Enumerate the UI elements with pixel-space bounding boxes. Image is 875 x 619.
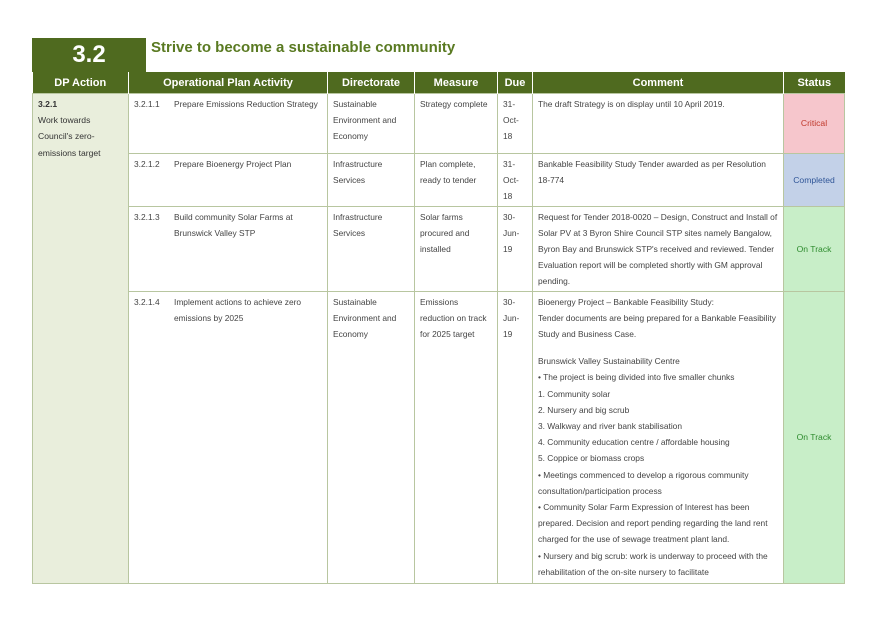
table-row (33, 94, 845, 154)
comment-line: The draft Strategy is on display until 10 April 2019. (538, 99, 725, 109)
activity-text: Implement actions to achieve zero emissions by 2025 (174, 296, 302, 323)
status-badge: Completed (784, 154, 845, 207)
comment-line: 4. Community education centre / affordable housing (538, 437, 730, 448)
activity-number: 3.2.1.4 (134, 296, 160, 307)
measure-cell: Plan complete, ready to tender (415, 154, 498, 207)
header-dp-action: DP Action (33, 72, 129, 94)
comment-line: 5. Coppice or biomass crops (538, 453, 645, 464)
activity-cell (129, 154, 328, 207)
comment-line: Bioenergy Project – Bankable Feasibility Study: (538, 296, 714, 307)
activity-text: Build community Solar Farms at Brunswick Valley STP (174, 211, 293, 238)
status-badge: Critical (784, 94, 845, 154)
activity-cell (129, 94, 328, 154)
header-activity: Operational Plan Activity (129, 72, 328, 94)
header-due: Due (498, 72, 533, 94)
table-row (33, 291, 845, 583)
comment-line: Bankable Feasibility Study Tender awarded as per Resolution 18-774 (538, 159, 766, 186)
header-directorate: Directorate (328, 72, 415, 94)
measure-cell: Emissions reduction on track for 2025 target (415, 291, 498, 583)
table-row (33, 206, 845, 291)
activity-number: 3.2.1.2 (134, 159, 160, 169)
dp-action-cell (33, 94, 129, 584)
measure-cell: Solar farms procured and installed (415, 206, 498, 291)
due-cell: 31-Oct-18 (498, 94, 533, 154)
directorate-cell: Infrastructure Services (328, 154, 415, 207)
activity-number: 3.2.1.3 (134, 211, 160, 222)
comment-line: 1. Community solar (538, 388, 611, 399)
due-cell: 30-Jun-19 (498, 206, 533, 291)
comment-line: • Meetings commenced to develop a rigorous community consultation/participation process (538, 469, 749, 496)
header-comment: Comment (533, 72, 784, 94)
comment-cell (533, 206, 784, 291)
due-cell: 31-Oct-18 (498, 154, 533, 207)
dp-action-code: 3.2.1 (38, 99, 58, 109)
dp-action-text: Work towards Council's zero-emissions target (38, 115, 101, 158)
table-row (33, 154, 845, 207)
directorate-cell: Infrastructure Services (328, 206, 415, 291)
table-header-row (33, 72, 845, 94)
measure-cell: Strategy complete (415, 94, 498, 154)
comment-cell (533, 94, 784, 154)
activity-cell (129, 206, 328, 291)
section-title: Strive to become a sustainable community (151, 39, 456, 56)
due-cell: 30-Jun-19 (498, 291, 533, 583)
activity-text: Prepare Bioenergy Project Plan (174, 159, 292, 169)
comment-cell (533, 154, 784, 207)
section-number-badge: 3.2 (32, 38, 146, 72)
activity-number: 3.2.1.1 (134, 99, 160, 109)
comment-line: Tender documents are being prepared for a Bankable Feasibility Study and Business Case. (538, 312, 776, 340)
comment-line: Brunswick Valley Sustainability Centre (538, 356, 680, 367)
comment-gap (538, 342, 779, 353)
status-badge: On Track (784, 206, 845, 291)
status-badge: On Track (784, 291, 845, 583)
comment-cell (533, 291, 784, 583)
activity-cell (129, 291, 328, 583)
comment-line: 3. Walkway and river bank stabilisation (538, 421, 682, 432)
header-measure: Measure (415, 72, 498, 94)
comment-line: • Community Solar Farm Expression of Interest has been prepared. Decision and report pending regarding the land rent charged for the use of sewage treatment plant land. (538, 502, 768, 545)
activity-text: Prepare Emissions Reduction Strategy (174, 99, 318, 109)
comment-line: 2. Nursery and big scrub (538, 404, 630, 415)
comment-line: • Nursery and big scrub: work is underway to proceed with the rehabilitation of the on-site nursery to facilitate (538, 550, 768, 577)
operational-plan-table (32, 72, 845, 584)
directorate-cell: Sustainable Environment and Economy (328, 94, 415, 154)
directorate-cell: Sustainable Environment and Economy (328, 291, 415, 583)
comment-line: Request for Tender 2018-0020 – Design, Construct and Install of Solar PV at 3 Byron Shire Council STP sites namely Bangalow, Byron Bay and Brunswick STP's received and reviewed. Tender Evaluation report will be completed shortly with GM approval pending. (538, 211, 778, 287)
header-status: Status (784, 72, 845, 94)
comment-line: • The project is being divided into five smaller chunks (538, 372, 735, 383)
